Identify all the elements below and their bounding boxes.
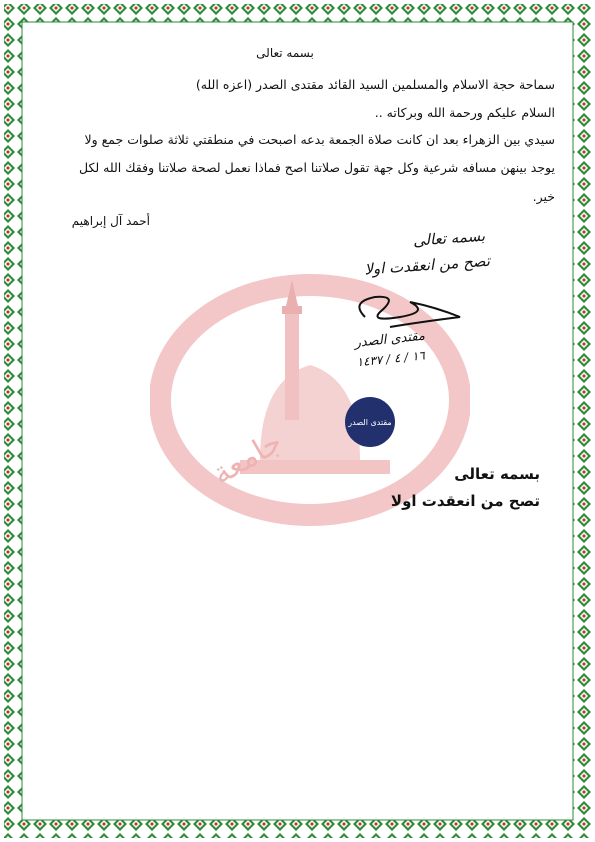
letter-body-line-2: يوجد بينهن مسافه شرعية وكل جهة تقول صلاتنا اصح فماذا نعمل لصحة صلاتنا وفقك الله لكل: [78, 160, 555, 175]
signature-name: مقتدى الصدر: [353, 328, 426, 351]
handwritten-reply: [340, 225, 490, 370]
answer-heading: بسمه تعالى: [454, 465, 540, 483]
handwritten-reply-line-2: تصح من انعقدت اولا: [363, 251, 491, 279]
letter-body-line-3: خير.: [532, 189, 555, 204]
watermark-text: جامعة: [206, 424, 289, 492]
handwritten-reply-line-1: بسمه تعالى: [412, 226, 486, 250]
answer-text: تصح من انعقدت اولا: [390, 492, 540, 510]
signature-date: ١٦ / ٤ / ١٤٣٧: [355, 348, 426, 370]
letter-greeting: السلام عليكم ورحمة الله وبركاته ..: [374, 105, 555, 120]
letter-sender: أحمد آل إبراهيم: [71, 214, 150, 228]
letter-addressee: سماحة حجة الاسلام والمسلمين السيد القائد مقتدى الصدر (اعزه الله): [195, 77, 555, 92]
seal-text: مقتدى الصدر: [348, 417, 392, 427]
letter-heading: بسمه تعالى: [256, 46, 314, 60]
official-seal: [345, 397, 395, 447]
letter-body-line-1: سيدي بين الزهراء بعد ان كانت صلاة الجمعة بدعه اصبحت في منطقتي ثلاثة صلوات جمع ولا: [84, 132, 555, 147]
